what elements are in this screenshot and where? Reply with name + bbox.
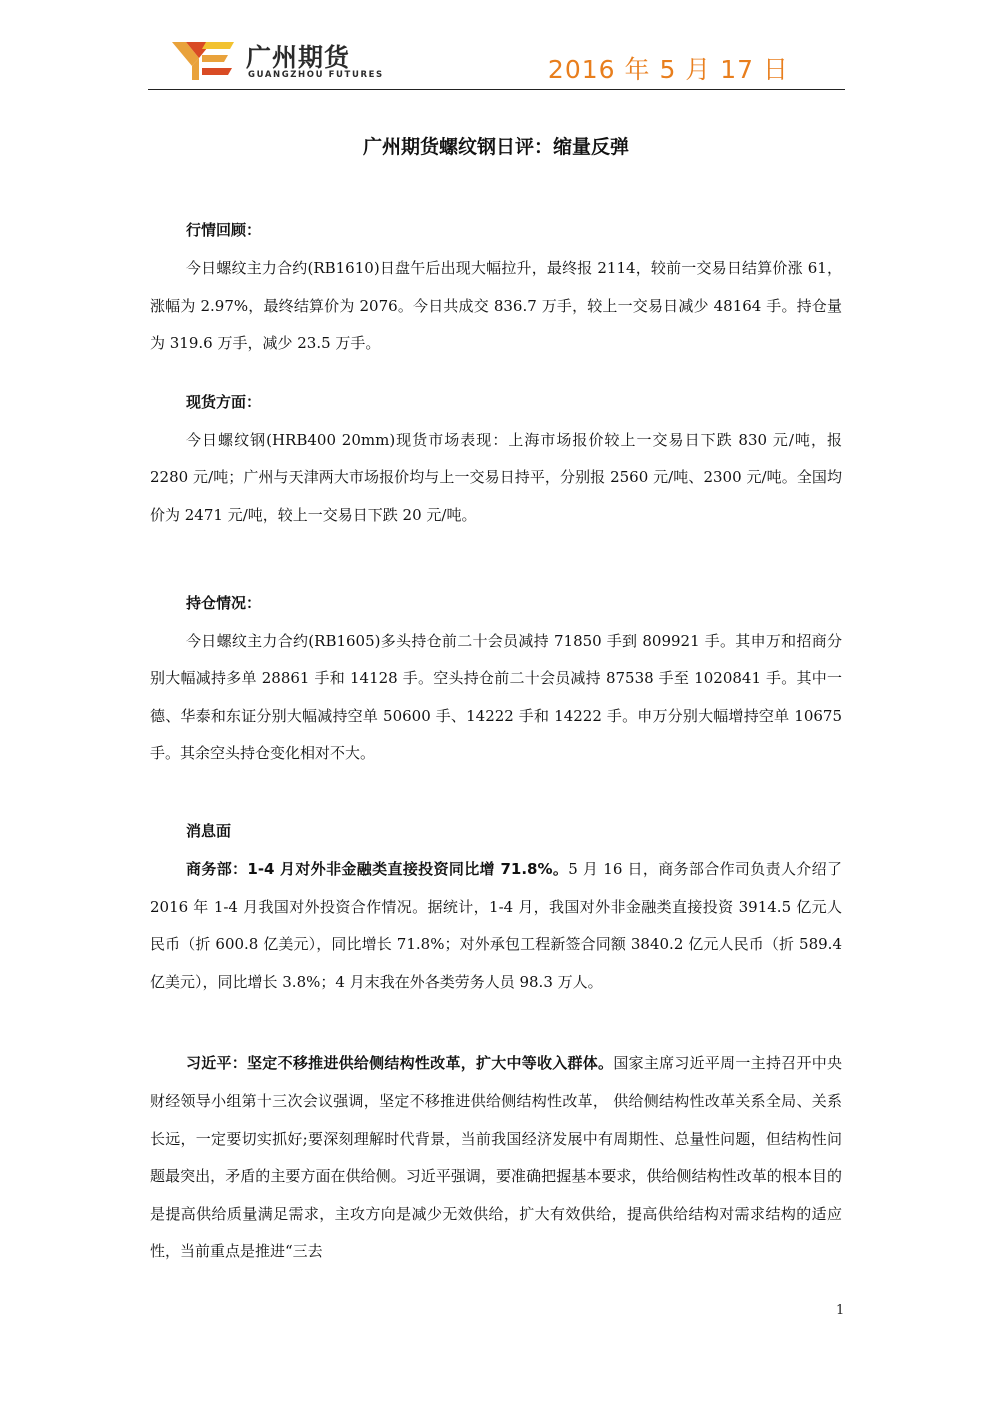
section-heading-positions: 持仓情况：	[186, 593, 262, 612]
company-logo-icon	[172, 38, 236, 82]
section-heading-spot: 现货方面：	[186, 392, 262, 411]
section-heading-news: 消息面	[186, 821, 232, 840]
news-item-commerce-lead: 商务部：1-4 月对外非金融类直接投资同比增 71.8%。	[186, 859, 569, 878]
section-heading-market-review: 行情回顾：	[186, 221, 262, 239]
document-title: 广州期货螺纹钢日评：缩量反弹	[362, 136, 629, 158]
document-body	[150, 218, 842, 1271]
news-item-commerce-body: 5 月 16 日，商务部合作司负责人介绍了 2016 年 1-4 月我国对外投资合作情况。据统计，1-4 月，我国对外非金融类直接投资 3914.5 亿元人民币（折 600.8 亿美元），同比增长 71.8%；对外承包工程新签合同额 3840.2 亿元人民币（折 589.4 亿美元），同比增长 3.8%；4 月末我在外各类劳务人员 98.3 万人。	[150, 859, 842, 991]
spot-paragraph: 今日螺纹钢(HRB400 20mm)现货市场表现：上海市场报价较上一交易日下跌 830 元/吨，报 2280 元/吨；广州与天津两大市场报价均与上一交易日持平，分别报 2560 元/吨、2300 元/吨。全国均价为 2471 元/吨，较上一交易日下跌 20 元/吨。	[150, 430, 842, 524]
header-divider	[148, 89, 845, 90]
logo-english-name: GUANGZHOU FUTURES	[248, 70, 384, 80]
page-number: 1	[836, 1303, 845, 1318]
news-item-xi	[150, 1045, 842, 1271]
logo-chinese-name: 广州期货	[246, 43, 351, 72]
market-review-paragraph: 今日螺纹主力合约(RB1610)日盘午后出现大幅拉升，最终报 2114，较前一交易日结算价涨 61，涨幅为 2.97%，最终结算价为 2076。今日共成交 836.7 万手，较上一交易日减少 48164 手。持仓量为 319.6 万手，减少 23.5 万手。	[150, 259, 842, 353]
news-item-xi-lead: 习近平：坚定不移推进供给侧结构性改革，扩大中等收入群体。	[186, 1054, 614, 1073]
company-logo	[172, 36, 382, 86]
page-header	[150, 36, 845, 90]
report-date: 2016 年 5 月 17 日	[547, 55, 789, 84]
news-item-xi-body: 国家主席习近平周一主持召开中央财经领导小组第十三次会议强调，坚定不移推进供给侧结构性改革， 供给侧结构性改革关系全局、关系长远，一定要切实抓好;要深刻理解时代背景，当前我国经济发展中有周期性、总量性问题，但结构性问题最突出，矛盾的主要方面在供给侧。习近平强调，要准确把握基本要求，供给侧结构性改革的根本目的是提高供给质量满足需求，主攻方向是减少无效供给，扩大有效供给，提高供给结构对需求结构的适应性，当前重点是推进“三去	[150, 1054, 842, 1261]
positions-paragraph: 今日螺纹主力合约(RB1605)多头持仓前二十会员减持 71850 手到 809921 手。其申万和招商分别大幅减持多单 28861 手和 14128 手。空头持仓前二十会员减持 87538 手至 1020841 手。其中一德、华泰和东证分别大幅减持空单 50600 手、14222 手和 14222 手。申万分别大幅增持空单 10675 手。其余空头持仓变化相对不大。	[150, 631, 842, 763]
news-item-commerce	[150, 851, 842, 1001]
